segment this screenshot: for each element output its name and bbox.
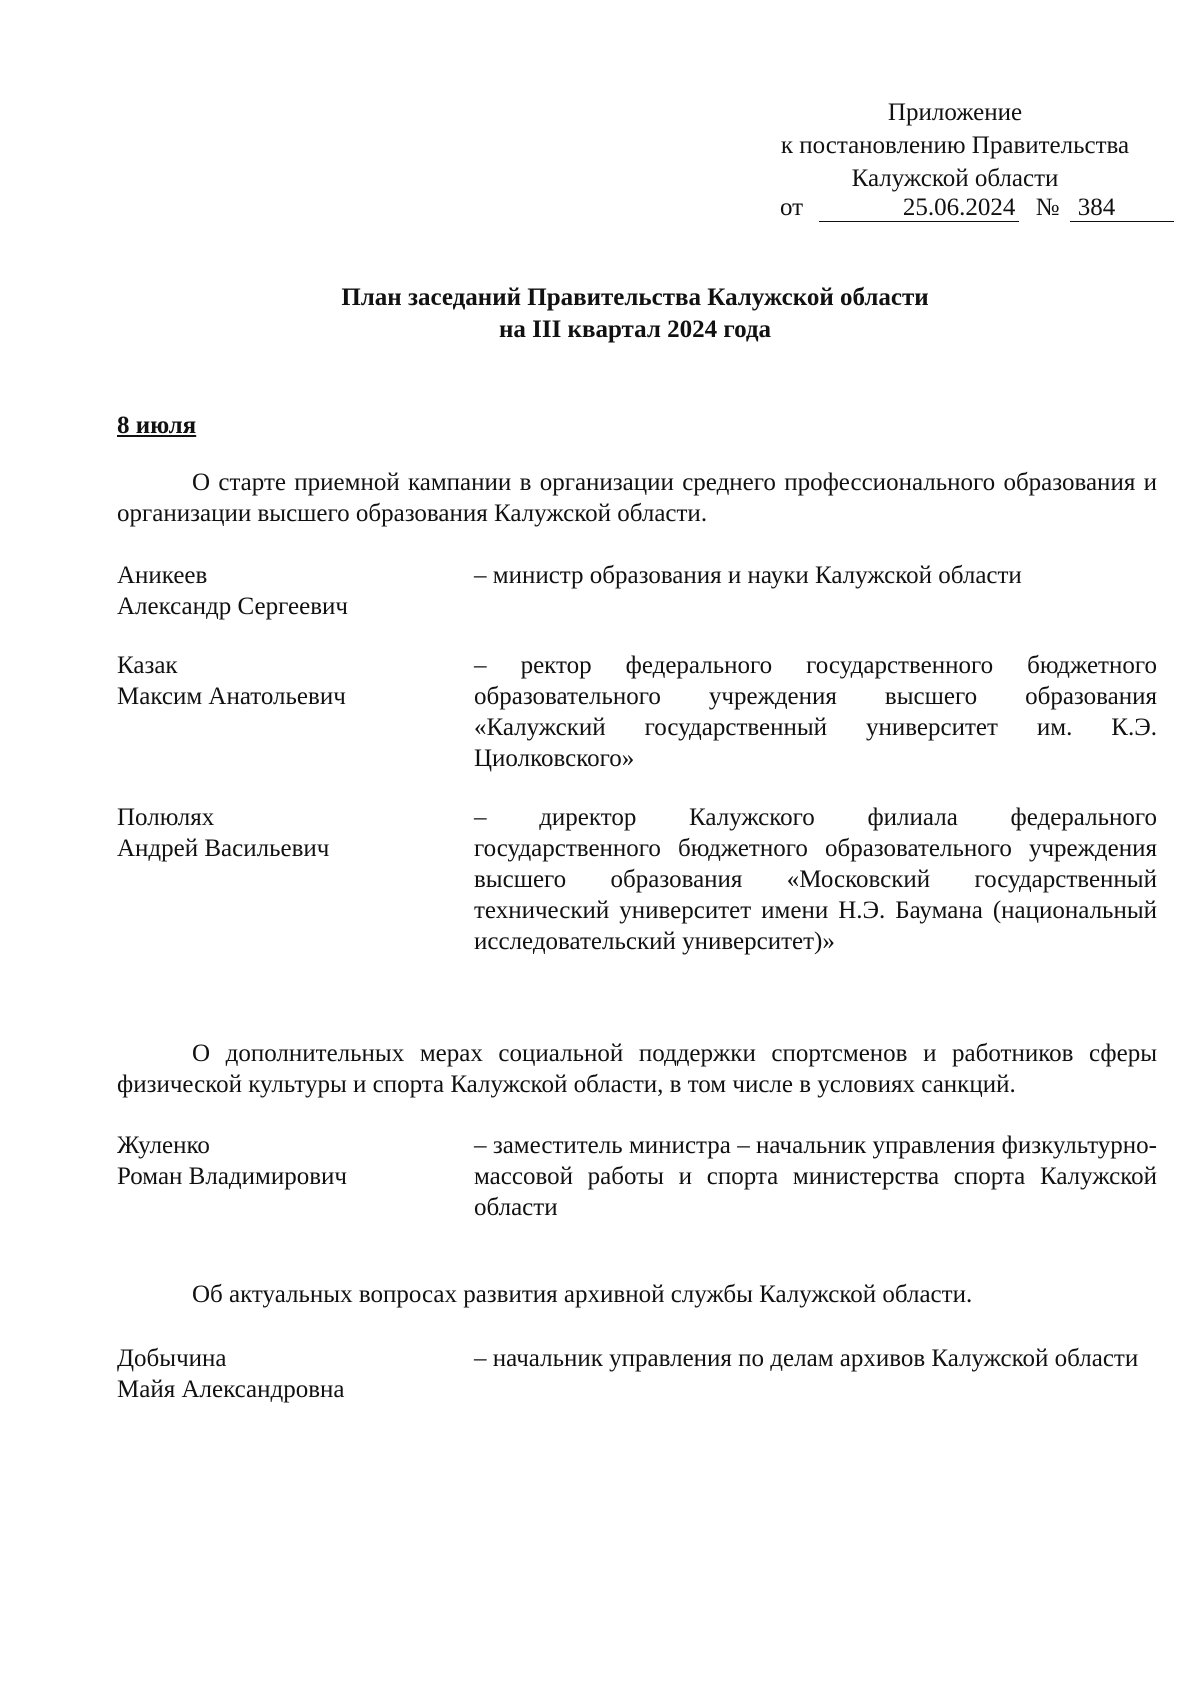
speaker-surname: Добычина bbox=[117, 1345, 227, 1372]
speaker-surname: Аникеев bbox=[117, 562, 208, 589]
speaker-name bbox=[117, 802, 447, 864]
speaker-name bbox=[117, 1130, 447, 1192]
speaker-name bbox=[117, 650, 447, 712]
number-sign: № bbox=[1035, 194, 1060, 221]
agenda-topic: О старте приемной кампании в организации среднего профессионального образования и организации высшего образования Калужской области. bbox=[117, 469, 1157, 527]
from-label: от bbox=[780, 194, 804, 221]
decree-date-line bbox=[780, 192, 1160, 223]
speaker-role: – начальник управления по делам архивов Калужской области bbox=[474, 1345, 1139, 1372]
decree-number: 384 bbox=[1070, 195, 1174, 222]
speaker-given-name: Александр Сергеевич bbox=[117, 593, 348, 620]
speaker-surname: Жуленко bbox=[117, 1132, 210, 1159]
title-line-1: План заседаний Правительства Калужской области bbox=[341, 284, 929, 311]
speaker-given-name: Роман Владимирович bbox=[117, 1163, 347, 1190]
appendix-decree-ref: к постановлению Правительства bbox=[780, 132, 1130, 159]
speaker-surname: Казак bbox=[117, 652, 178, 679]
speaker-given-name: Майя Александровна bbox=[117, 1376, 345, 1403]
agenda-topic: О дополнительных мерах социальной поддержки спортсменов и работников сферы физической культуры и спорта Калужской области, в том числе в условиях санкций. bbox=[117, 1040, 1157, 1098]
speaker-given-name: Максим Анатольевич bbox=[117, 683, 346, 710]
speaker-role: – ректор федерального государственного бюджетного образовательного учреждения высшего образования «Калужский государственный университет им. К.Э. Циолковского» bbox=[474, 652, 1157, 772]
meeting-date: 8 июля bbox=[117, 412, 197, 439]
speaker-surname: Полюлях bbox=[117, 804, 215, 831]
speaker-name bbox=[117, 560, 447, 622]
appendix-label: Приложение bbox=[887, 99, 1023, 126]
speaker-role: – министр образования и науки Калужской области bbox=[474, 562, 1022, 589]
speaker-given-name: Андрей Васильевич bbox=[117, 835, 330, 862]
appendix-region: Калужской области bbox=[851, 165, 1059, 192]
speaker-role: – директор Калужского филиала федерального государственного бюджетного образовательного учреждения высшего образования «Московский государственный технический университет имени Н.Э. Баумана (национальный исследовательский университет)» bbox=[474, 804, 1157, 955]
title-line-2: на III квартал 2024 года bbox=[498, 316, 772, 343]
speaker-name bbox=[117, 1343, 447, 1405]
agenda-topic: Об актуальных вопросах развития архивной службы Калужской области. bbox=[192, 1281, 973, 1308]
decree-date: 25.06.2024 bbox=[819, 195, 1019, 222]
speaker-role: – заместитель министра – начальник управления физкультурно-массовой работы и спорта министерства спорта Калужской области bbox=[474, 1132, 1157, 1221]
document-title bbox=[0, 282, 1200, 346]
appendix-header bbox=[765, 96, 1145, 195]
